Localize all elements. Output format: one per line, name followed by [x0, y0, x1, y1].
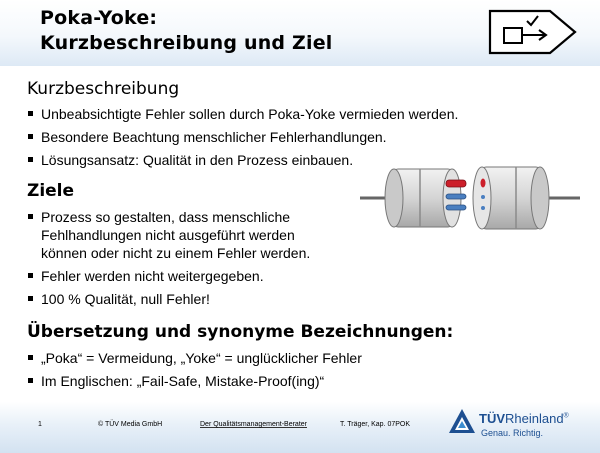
heading-kurzbeschreibung: Kurzbeschreibung: [27, 79, 180, 99]
list-uebersetzung: [27, 349, 567, 395]
slide-title: [40, 6, 333, 56]
tuv-brand-name: [479, 411, 569, 426]
tuv-slogan: Genau. Richtig.: [481, 428, 544, 438]
list-item: Fehler werden nicht weitergegeben.: [27, 267, 362, 285]
poka-yoke-arrow-check-icon: [488, 8, 578, 56]
list-item: Lösungsansatz: Qualität in den Prozess einbauen.: [27, 151, 567, 169]
list-item: „Poka“ = Vermeidung, „Yoke“ = unglücklicher Fehler: [27, 349, 567, 367]
list-item-line: können oder nicht zu einem Fehler werden.: [41, 245, 311, 261]
list-item: Unbeabsichtigte Fehler sollen durch Poka-Yoke vermieden werden.: [27, 105, 567, 123]
list-item: Im Englischen: „Fail-Safe, Mistake-Proof(ing)“: [27, 372, 567, 390]
page-number: 1: [38, 421, 42, 428]
brand-tuv: TÜV: [479, 411, 505, 426]
heading-ziele: Ziele: [27, 181, 75, 201]
heading-uebersetzung: Übersetzung und synonyme Bezeichnungen:: [27, 322, 454, 342]
list-ziele: [27, 208, 362, 313]
list-item-line: Prozess so gestalten, dass menschliche: [41, 209, 291, 225]
footer-author: T. Träger, Kap. 07POK: [340, 421, 411, 428]
title-line-1: Poka-Yoke:: [40, 7, 158, 29]
footer-publication: Der Qualitätsmanagement-Berater: [200, 421, 307, 428]
list-item-line: Fehlhandlungen nicht ausgeführt werden: [41, 227, 295, 243]
tuv-triangle-logo-icon: [448, 408, 476, 434]
brand-rheinland: Rheinland: [505, 411, 564, 426]
title-line-2: Kurzbeschreibung und Ziel: [40, 32, 333, 54]
footer-copyright: © TÜV Media GmbH: [98, 421, 163, 428]
list-item: Besondere Beachtung menschlicher Fehlerhandlungen.: [27, 128, 567, 146]
list-item: [27, 208, 362, 262]
brand-registered-mark: ®: [563, 412, 569, 420]
plug-and-socket-icon: [360, 163, 580, 233]
list-item: 100 % Qualität, null Fehler!: [27, 290, 362, 308]
